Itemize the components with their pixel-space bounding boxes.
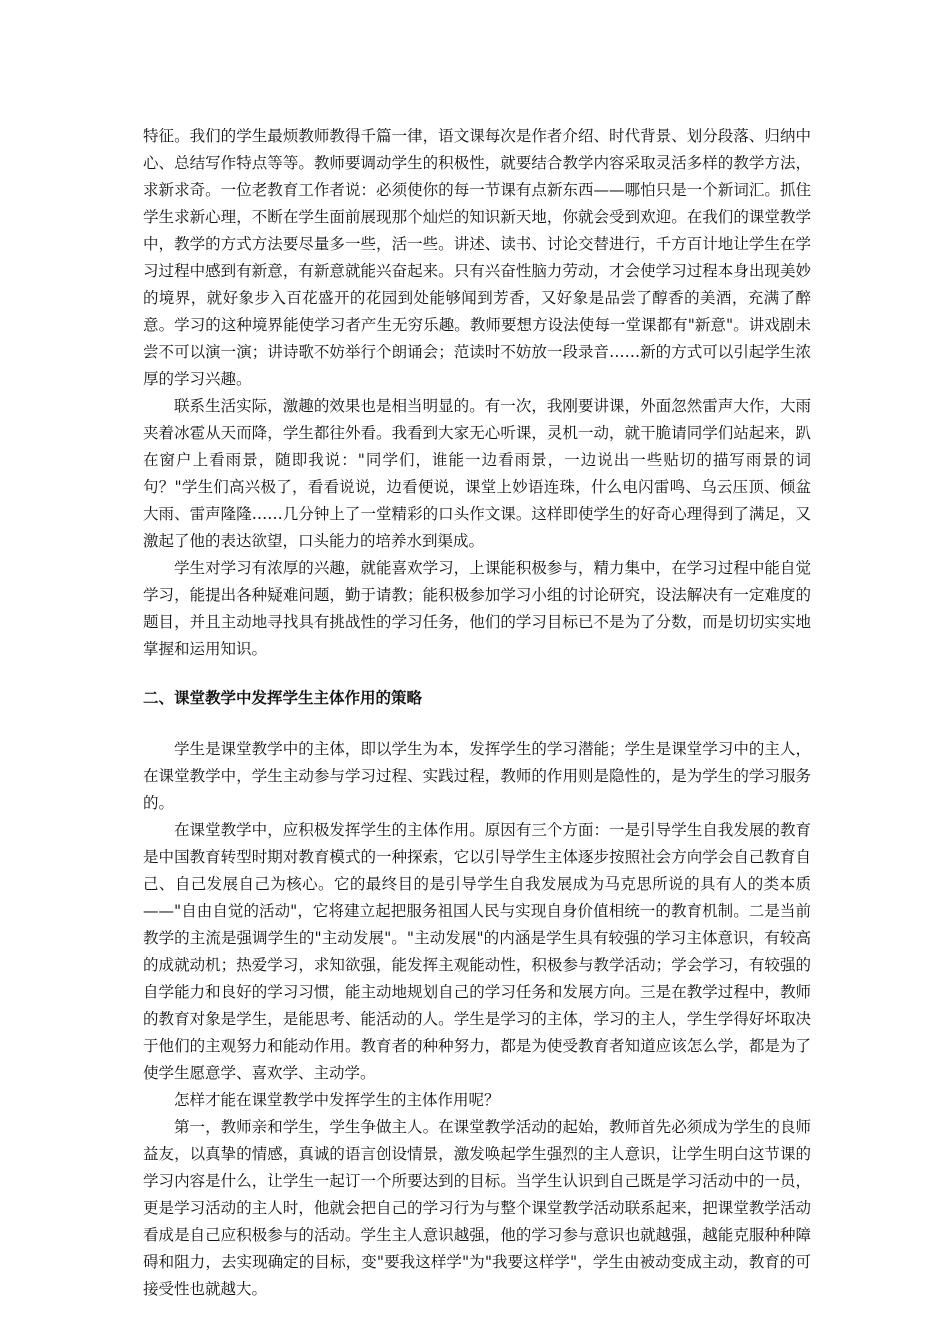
section-heading: 二、课堂教学中发挥学生主体作用的策略 <box>143 689 423 707</box>
paragraph-continuation: 特征。我们的学生最烦教师教得千篇一律，语文课每次是作者介绍、时代背景、划分段落、归纳中心、总结写作特点等等。教师要调动学生的积极性，就要结合教学内容采取灵活多样的教学方法，求新求奇。一位老教育工作者说：必须使你的每一节课有点新东西——哪怕只是一个新词汇。抓住学生求新心理，不断在学生面前展现那个灿烂的知识新天地，你就会受到欢迎。在我们的课堂教学中，教学的方式方法要尽量多一些，活一些。讲述、读书、讨论交替进行，千方百计地让学生在学习过程中感到有新意，有新意就能兴奋起来。只有兴奋性脑力劳动，才会使学习过程本身出现美妙的境界，就好象步入百花盛开的花园到处能够闻到芳香，又好象是品尝了醇香的美酒，充满了醉意。学习的这种境界能使学习者产生无穷乐趣。教师要想方设法使每一堂课都有"新意"。讲戏剧未尝不可以演一演；讲诗歌不妨举行个朗诵会；范读时不妨放一段录音……新的方式可以引起学生浓厚的学习兴趣。 <box>143 127 811 388</box>
paragraph-first-strategy: 第一，教师亲和学生，学生争做主人。在课堂教学活动的起始，教师首先必须成为学生的良师益友，以真挚的情感，真诚的语言创设情景，激发唤起学生强烈的主人意识，让学生明白这节课的学习内容是什么，让学生一起订一个所要达到的目标。当学生认识到自己既是学习活动中的一员，更是学习活动的主人时，他就会把自己的学习行为与整个课堂教学活动联系起来，把课堂教学活动看成是自己应积极参与的活动。学生主人意识越强，他的学习参与意识也就越强，越能克服种种障碍和阻力，去实现确定的目标，变"要我这样学"为"我要这样学"，学生由被动变成主动，教育的可接受性也就越大。 <box>143 1118 811 1298</box>
paragraph-question: 怎样才能在课堂教学中发挥学生的主体作用呢？ <box>174 1091 500 1109</box>
paragraph-three-reasons: 在课堂教学中，应积极发挥学生的主体作用。原因有三个方面：一是引导学生自我发展的教育是中国教育转型时期对教育模式的一种探索，它以引导学生主体逐步按照社会方向学会自己教育自己、自己发展自己为核心。它的最终目的是引导学生自我发展成为马克思所说的具有人的类本质——"自由自觉的活动"，它将建立起把服务祖国人民与实现自身价值相统一的教育机制。二是当前教学的主流是强调学生的"主动发展"。"主动发展"的内涵是学生具有较强的学习主体意识，有较高的成就动机；热爱学习，求知欲强，能发挥主观能动性，积极参与教学活动；学会学习，有较强的自学能力和良好的学习习惯，能主动地规划自己的学习任务和发展方向。三是在教学过程中，教师的教育对象是学生，是能思考、能活动的人。学生是学习的主体，学习的主人，学生学得好坏取决于他们的主观努力和能动作用。教育者的种种努力，都是为使受教育者知道应该怎么学，都是为了使学生愿意学、喜欢学、主动学。 <box>143 821 811 1082</box>
paragraph-interest: 学生对学习有浓厚的兴趣，就能喜欢学习，上课能积极参与，精力集中，在学习过程中能自觉学习，能提出各种疑难问题，勤于请教；能积极参加学习小组的讨论研究，设法解决有一定难度的题目，并且主动地寻找具有挑战性的学习任务，他们的学习目标已不是为了分数，而是切切实实地掌握和运用知识。 <box>143 559 811 658</box>
paragraph-real-life: 联系生活实际，激趣的效果也是相当明显的。有一次，我刚要讲课，外面忽然雷声大作，大雨夹着冰雹从天而降，学生都往外看。我看到大家无心听课，灵机一动，就干脆请同学们站起来，趴在窗户上看雨景，随即我说："同学们，谁能一边看雨景，一边说出一些贴切的描写雨景的词句？"学生们高兴极了，看看说说，边看便说，课堂上妙语连珠，什么电闪雷鸣、乌云压顶、倾盆大雨、雷声隆隆……几分钟上了一堂精彩的口头作文课。这样即使学生的好奇心理得到了满足，又激起了他的表达欲望，口头能力的培养水到渠成。 <box>143 397 811 550</box>
paragraph-student-subject: 学生是课堂教学中的主体，即以学生为本，发挥学生的学习潜能；学生是课堂学习中的主人，在课堂教学中，学生主动参与学习过程、实践过程，教师的作用则是隐性的，是为学生的学习服务的。 <box>143 740 811 812</box>
document-page <box>143 123 811 1303</box>
